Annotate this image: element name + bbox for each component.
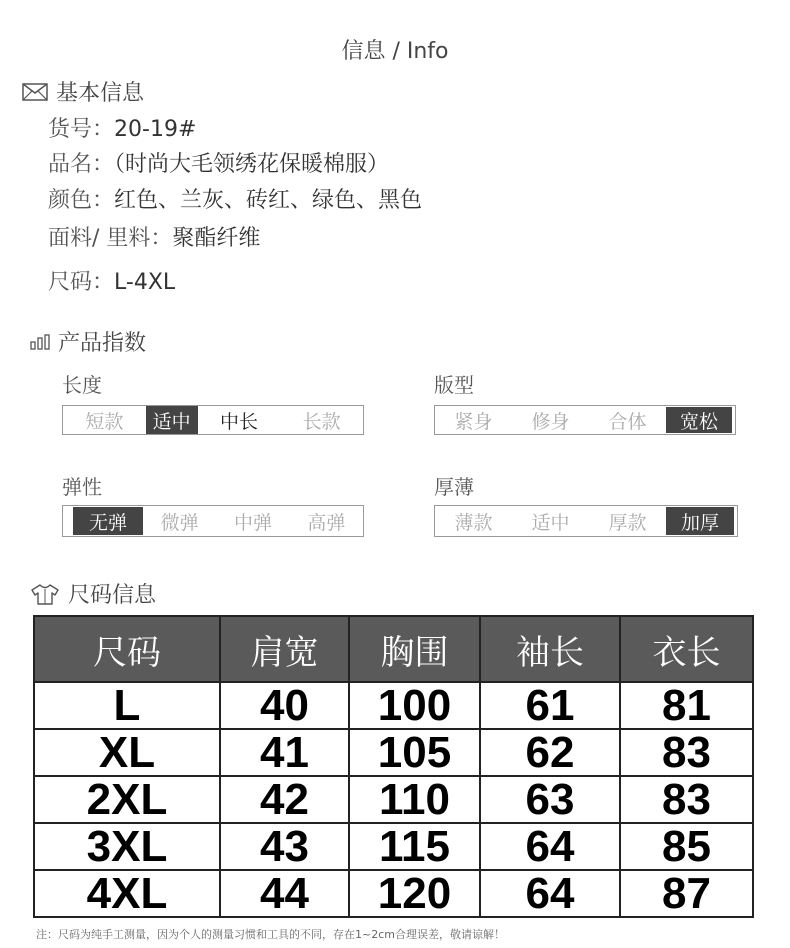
product-index-heading bbox=[30, 326, 146, 357]
scale-option: 合体 bbox=[608, 410, 647, 433]
cell: 63 bbox=[480, 776, 620, 823]
cell: 64 bbox=[480, 823, 620, 870]
size-info-title: 尺码信息 bbox=[68, 583, 157, 608]
table-row bbox=[34, 682, 753, 729]
info-item-material bbox=[48, 221, 260, 252]
cell: 64 bbox=[480, 870, 620, 917]
info-value: （时尚大毛领绣花保暖棉服） bbox=[114, 152, 390, 177]
info-value: 红色、兰灰、砖红、绿色、黑色 bbox=[114, 188, 423, 213]
product-index-title: 产品指数 bbox=[58, 331, 147, 356]
info-item-sku bbox=[48, 112, 196, 143]
size-info-heading bbox=[30, 578, 156, 609]
page-title: 信息 / Info bbox=[341, 39, 449, 64]
scale-option-selected: 无弹 bbox=[73, 507, 143, 535]
attr-label-fit: 版型 bbox=[434, 373, 474, 397]
cell: 100 bbox=[349, 682, 480, 729]
info-item-size-range bbox=[48, 265, 175, 296]
fit-scale bbox=[434, 405, 736, 435]
cell: 85 bbox=[620, 823, 753, 870]
cell: 40 bbox=[220, 682, 349, 729]
cell: 43 bbox=[220, 823, 349, 870]
info-label: 货号： bbox=[48, 117, 115, 142]
table-row bbox=[34, 729, 753, 776]
cell: 115 bbox=[349, 823, 480, 870]
basic-info-heading bbox=[22, 76, 144, 107]
scale-option: 薄款 bbox=[454, 511, 493, 534]
cell: L bbox=[34, 682, 220, 729]
cell: 105 bbox=[349, 729, 480, 776]
info-value: 20-19# bbox=[114, 117, 197, 142]
info-value: L-4XL bbox=[114, 270, 176, 295]
attr-label-thickness: 厚薄 bbox=[434, 475, 474, 499]
cell: 83 bbox=[620, 776, 753, 823]
table-row bbox=[34, 823, 753, 870]
cell: 42 bbox=[220, 776, 349, 823]
cell: 41 bbox=[220, 729, 349, 776]
scale-option-selected: 适中 bbox=[146, 406, 198, 434]
scale-option: 中弹 bbox=[233, 511, 272, 534]
cell: 62 bbox=[480, 729, 620, 776]
header-cell: 衣长 bbox=[620, 616, 753, 682]
cell: 110 bbox=[349, 776, 480, 823]
scale-option: 高弹 bbox=[307, 511, 346, 534]
envelope-icon bbox=[22, 83, 48, 101]
shirt-icon bbox=[30, 583, 60, 605]
info-label: 品名： bbox=[48, 152, 115, 177]
info-value: 聚酯纤维 bbox=[172, 226, 261, 251]
scale-option: 修身 bbox=[531, 410, 570, 433]
size-table-header bbox=[34, 616, 753, 682]
cell: 44 bbox=[220, 870, 349, 917]
scale-option: 微弹 bbox=[160, 511, 199, 534]
scale-option-selected: 加厚 bbox=[666, 507, 734, 535]
scale-option: 厚款 bbox=[608, 511, 647, 534]
header-cell: 肩宽 bbox=[220, 616, 349, 682]
measurement-note: 注：尺码为纯手工测量，因为个人的测量习惯和工具的不同，存在1~2cm合理误差，敬请谅解！ bbox=[36, 928, 505, 941]
cell: XL bbox=[34, 729, 220, 776]
length-scale bbox=[62, 405, 364, 435]
cell: 61 bbox=[480, 682, 620, 729]
info-label: 面料/ 里料： bbox=[48, 226, 173, 251]
table-row bbox=[34, 776, 753, 823]
header-cell: 胸围 bbox=[349, 616, 480, 682]
basic-info-title: 基本信息 bbox=[56, 81, 145, 106]
scale-option: 短款 bbox=[85, 410, 124, 433]
info-label: 颜色： bbox=[48, 188, 115, 213]
size-table bbox=[33, 615, 754, 918]
header-cell: 尺码 bbox=[34, 616, 220, 682]
cell: 83 bbox=[620, 729, 753, 776]
scale-option: 中长 bbox=[220, 410, 259, 433]
attr-label-length: 长度 bbox=[62, 373, 102, 397]
info-item-colors bbox=[48, 183, 422, 214]
cell: 81 bbox=[620, 682, 753, 729]
info-label: 尺码： bbox=[48, 270, 115, 295]
cell: 87 bbox=[620, 870, 753, 917]
table-row bbox=[34, 870, 753, 917]
cell: 120 bbox=[349, 870, 480, 917]
scale-option-selected: 宽松 bbox=[666, 407, 732, 433]
attr-label-elasticity: 弹性 bbox=[62, 475, 102, 499]
elasticity-scale bbox=[62, 505, 364, 537]
scale-option: 长款 bbox=[302, 410, 341, 433]
scale-option: 紧身 bbox=[454, 410, 493, 433]
bar-chart-icon bbox=[30, 334, 50, 350]
cell: 2XL bbox=[34, 776, 220, 823]
scale-option: 适中 bbox=[531, 511, 570, 534]
header-cell: 袖长 bbox=[480, 616, 620, 682]
cell: 4XL bbox=[34, 870, 220, 917]
cell: 3XL bbox=[34, 823, 220, 870]
info-item-name bbox=[48, 147, 389, 178]
thickness-scale bbox=[434, 505, 738, 537]
